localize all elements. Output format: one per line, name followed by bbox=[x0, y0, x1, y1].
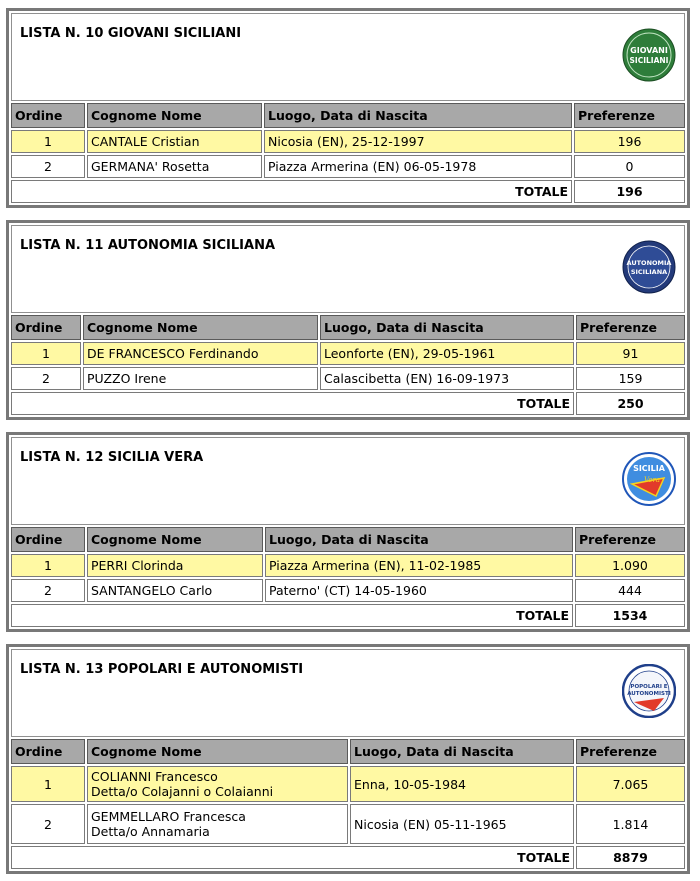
sicilia-vera-logo bbox=[622, 452, 676, 506]
totale-value: 250 bbox=[576, 392, 685, 415]
luogo-cell: Piazza Armerina (EN) 06-05-1978 bbox=[264, 155, 572, 178]
list-header bbox=[11, 13, 685, 101]
list-header bbox=[11, 437, 685, 525]
svg-text:POPOLARI E: POPOLARI E bbox=[630, 684, 668, 690]
nome-text: GEMMELLARO Francesca bbox=[91, 809, 246, 824]
table-row bbox=[11, 579, 685, 602]
total-row bbox=[11, 846, 685, 869]
svg-text:SICILIANI: SICILIANI bbox=[629, 56, 669, 65]
col-nome: Cognome Nome bbox=[87, 739, 348, 764]
col-preferenze: Preferenze bbox=[574, 103, 685, 128]
preferenze-cell: 91 bbox=[576, 342, 685, 365]
col-preferenze: Preferenze bbox=[576, 315, 685, 340]
svg-text:SICILIANA: SICILIANA bbox=[630, 268, 668, 276]
totale-label: TOTALE bbox=[11, 604, 573, 627]
total-row bbox=[11, 604, 685, 627]
list-title: LISTA N. 13 POPOLARI E AUTONOMISTI bbox=[20, 662, 304, 677]
autonomia-siciliana-logo bbox=[622, 240, 676, 294]
col-luogo: Luogo, Data di Nascita bbox=[265, 527, 573, 552]
list-header bbox=[11, 225, 685, 313]
table-header-row bbox=[11, 527, 685, 552]
luogo-cell: Nicosia (EN), 25-12-1997 bbox=[264, 130, 572, 153]
luogo-cell: Leonforte (EN), 29-05-1961 bbox=[320, 342, 574, 365]
ordine-cell: 2 bbox=[11, 579, 85, 602]
table-row bbox=[11, 766, 685, 802]
table-row bbox=[11, 554, 685, 577]
totale-label: TOTALE bbox=[11, 392, 574, 415]
col-ordine: Ordine bbox=[11, 527, 85, 552]
luogo-cell: Enna, 10-05-1984 bbox=[350, 766, 574, 802]
col-nome: Cognome Nome bbox=[87, 527, 263, 552]
col-luogo: Luogo, Data di Nascita bbox=[264, 103, 572, 128]
nome-cell: SANTANGELO Carlo bbox=[87, 579, 263, 602]
list-panel-13 bbox=[6, 644, 690, 874]
preferenze-cell: 7.065 bbox=[576, 766, 685, 802]
svg-text:AUTONOMIA: AUTONOMIA bbox=[626, 259, 672, 267]
totale-label: TOTALE bbox=[11, 180, 572, 203]
table-header-row bbox=[11, 103, 685, 128]
ordine-cell: 2 bbox=[11, 155, 85, 178]
total-row bbox=[11, 180, 685, 203]
ordine-cell: 1 bbox=[11, 554, 85, 577]
table-row bbox=[11, 130, 685, 153]
totale-label: TOTALE bbox=[11, 846, 574, 869]
candidates-table bbox=[9, 101, 687, 205]
luogo-cell: Calascibetta (EN) 16-09-1973 bbox=[320, 367, 574, 390]
col-nome: Cognome Nome bbox=[87, 103, 262, 128]
list-panel-11 bbox=[6, 220, 690, 420]
list-title: LISTA N. 10 GIOVANI SICILIANI bbox=[20, 26, 242, 41]
table-header-row bbox=[11, 315, 685, 340]
giovani-siciliani-logo bbox=[622, 28, 676, 82]
luogo-cell: Nicosia (EN) 05-11-1965 bbox=[350, 804, 574, 844]
totale-value: 1534 bbox=[575, 604, 685, 627]
preferenze-cell: 196 bbox=[574, 130, 685, 153]
preferenze-cell: 1.814 bbox=[576, 804, 685, 844]
preferenze-cell: 159 bbox=[576, 367, 685, 390]
preferenze-cell: 0 bbox=[574, 155, 685, 178]
col-ordine: Ordine bbox=[11, 315, 81, 340]
candidates-table bbox=[9, 525, 687, 629]
svg-text:SICILIA: SICILIA bbox=[633, 464, 665, 473]
svg-text:Vera: Vera bbox=[643, 476, 661, 484]
list-header bbox=[11, 649, 685, 737]
table-row bbox=[11, 804, 685, 844]
nome-cell: GERMANA' Rosetta bbox=[87, 155, 262, 178]
col-ordine: Ordine bbox=[11, 103, 85, 128]
ordine-cell: 2 bbox=[11, 367, 81, 390]
ordine-cell: 2 bbox=[11, 804, 85, 844]
table-row bbox=[11, 342, 685, 365]
table-header-row bbox=[11, 739, 685, 764]
nome-cell: DE FRANCESCO Ferdinando bbox=[83, 342, 318, 365]
col-luogo: Luogo, Data di Nascita bbox=[350, 739, 574, 764]
col-nome: Cognome Nome bbox=[83, 315, 318, 340]
table-row bbox=[11, 155, 685, 178]
nome-cell bbox=[87, 804, 348, 844]
nome-alias: Detta/o Annamaria bbox=[91, 824, 210, 839]
list-panel-12 bbox=[6, 432, 690, 632]
list-title: LISTA N. 12 SICILIA VERA bbox=[20, 450, 204, 465]
ordine-cell: 1 bbox=[11, 342, 81, 365]
nome-cell: PUZZO Irene bbox=[83, 367, 318, 390]
preferenze-cell: 444 bbox=[575, 579, 685, 602]
nome-cell bbox=[87, 766, 348, 802]
candidates-table bbox=[9, 737, 687, 871]
table-row bbox=[11, 367, 685, 390]
ordine-cell: 1 bbox=[11, 130, 85, 153]
luogo-cell: Piazza Armerina (EN), 11-02-1985 bbox=[265, 554, 573, 577]
svg-text:AUTONOMISTI: AUTONOMISTI bbox=[627, 691, 671, 697]
col-preferenze: Preferenze bbox=[576, 739, 685, 764]
nome-alias: Detta/o Colajanni o Colaianni bbox=[91, 784, 274, 799]
popolari-autonomisti-logo bbox=[622, 664, 676, 718]
list-title: LISTA N. 11 AUTONOMIA SICILIANA bbox=[20, 238, 276, 253]
nome-cell: PERRI Clorinda bbox=[87, 554, 263, 577]
col-luogo: Luogo, Data di Nascita bbox=[320, 315, 574, 340]
col-ordine: Ordine bbox=[11, 739, 85, 764]
list-panel-10 bbox=[6, 8, 690, 208]
nome-cell: CANTALE Cristian bbox=[87, 130, 262, 153]
luogo-cell: Paterno' (CT) 14-05-1960 bbox=[265, 579, 573, 602]
nome-text: COLIANNI Francesco bbox=[91, 769, 218, 784]
totale-value: 8879 bbox=[576, 846, 685, 869]
preferenze-cell: 1.090 bbox=[575, 554, 685, 577]
candidates-table bbox=[9, 313, 687, 417]
svg-text:GIOVANI: GIOVANI bbox=[630, 46, 668, 55]
totale-value: 196 bbox=[574, 180, 685, 203]
col-preferenze: Preferenze bbox=[575, 527, 685, 552]
ordine-cell: 1 bbox=[11, 766, 85, 802]
total-row bbox=[11, 392, 685, 415]
